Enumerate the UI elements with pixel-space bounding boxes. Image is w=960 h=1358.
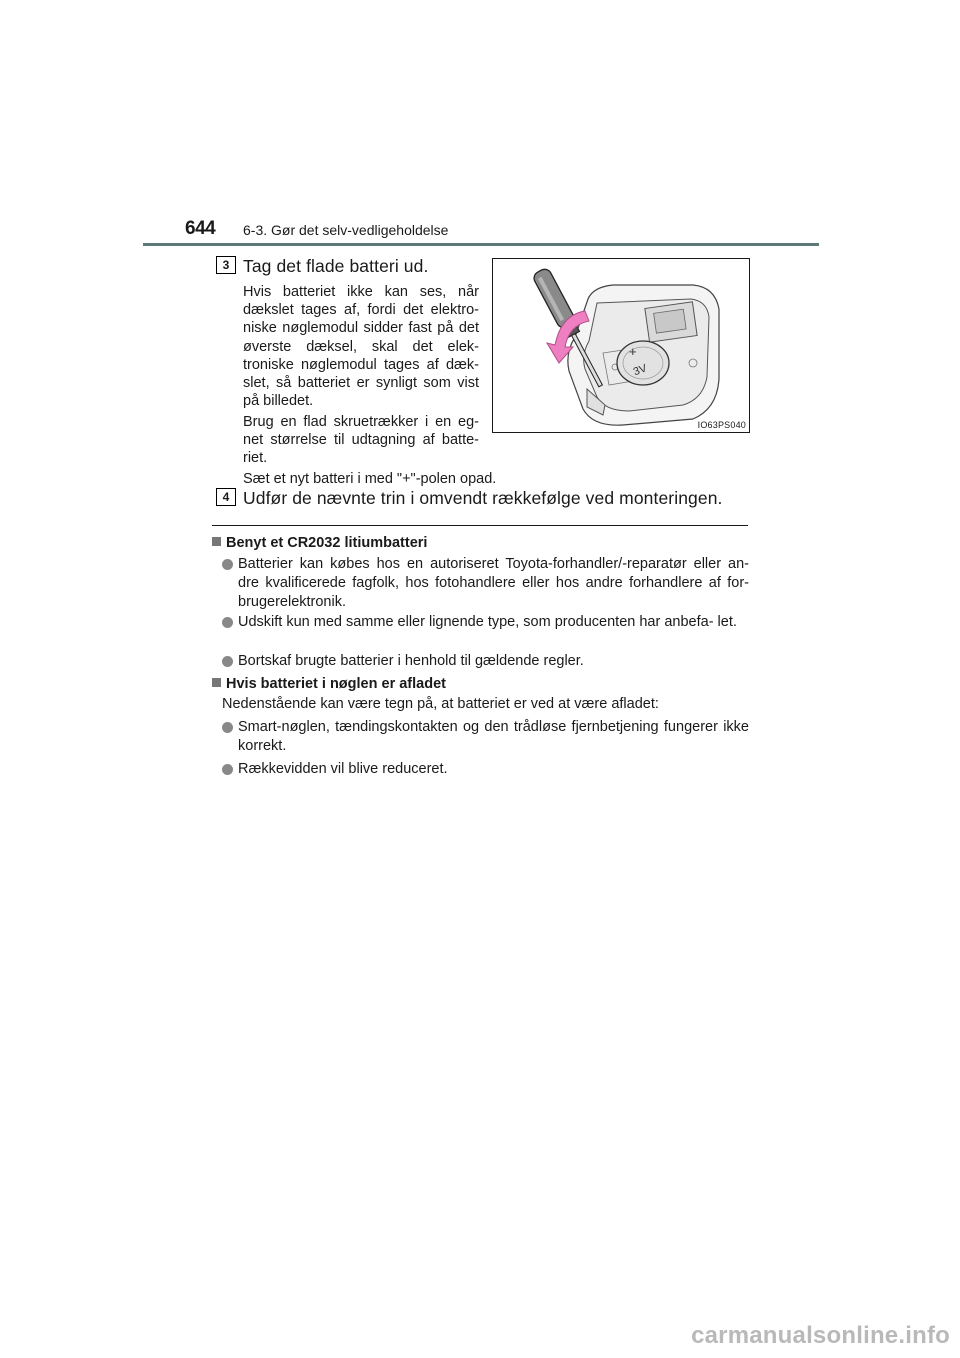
- circle-bullet-icon: [222, 656, 233, 667]
- watermark: carmanualsonline.info: [691, 1322, 950, 1349]
- section-divider: [212, 525, 748, 526]
- page-header: [0, 0, 960, 250]
- circle-bullet-icon: [222, 722, 233, 733]
- battery-removal-illustration: [492, 258, 750, 433]
- list-item-text: Udskift kun med samme eller lignende type, som producenten har anbefa- let.: [238, 614, 737, 630]
- figure-code: IO63PS040: [697, 420, 746, 430]
- header-rule: [143, 243, 819, 246]
- note-heading: [212, 535, 427, 551]
- step-number-4: 4: [216, 488, 236, 506]
- page-number: 644: [185, 218, 216, 239]
- list-item-text: Batterier kan købes hos en autoriseret Toyota-forhandler/-reparatør eller an- dre kvalificerede fagfolk, hos fotohandlere eller hos andre forhandlere af for- brugerelektronik.: [238, 556, 749, 610]
- section-title: 6-3. Gør det selv-vedligeholdelse: [243, 222, 449, 238]
- step-number-3: 3: [216, 256, 236, 274]
- step-title-3: Tag det flade batteri ud.: [243, 256, 429, 276]
- circle-bullet-icon: [222, 617, 233, 628]
- step-title-4: Udfør de nævnte trin i omvendt rækkefølge ved monteringen.: [243, 488, 723, 508]
- square-bullet-icon: [212, 537, 221, 546]
- note-heading: [212, 676, 446, 692]
- note-heading-text: Benyt et CR2032 litiumbatteri: [226, 535, 428, 551]
- step-paragraph: Sæt et nyt batteri i med "+"-polen opad.: [243, 471, 497, 487]
- square-bullet-icon: [212, 678, 221, 687]
- step-paragraph: Brug en flad skruetrækker i en eg- net størrelse til udtagning af batte- riet.: [243, 414, 479, 467]
- list-item-text: Bortskaf brugte batterier i henhold til gældende regler.: [238, 653, 584, 669]
- key-fob-illustration: [493, 259, 749, 432]
- list-item-text: Smart-nøglen, tændingskontakten og den trådløse fjernbetjening fungerer ikke korrekt.: [238, 719, 749, 754]
- polarity-label: +: [629, 344, 637, 359]
- circle-bullet-icon: [222, 764, 233, 775]
- note-intro: Nedenstående kan være tegn på, at batteriet er ved at være afladet:: [222, 696, 659, 712]
- battery-label: 3V: [631, 362, 649, 379]
- circle-bullet-icon: [222, 559, 233, 570]
- step-paragraph: Hvis batteriet ikke kan ses, når dækslet tages af, fordi det elektro- niske nøglemodul sidder fast på det øverste dæksel, skal det elek- troniske nøglemodul tages af dæk- slet, så batteriet er synligt som vist på billedet.: [243, 284, 479, 410]
- note-heading-text: Hvis batteriet i nøglen er afladet: [226, 676, 446, 692]
- list-item-text: Rækkevidden vil blive reduceret.: [238, 761, 448, 777]
